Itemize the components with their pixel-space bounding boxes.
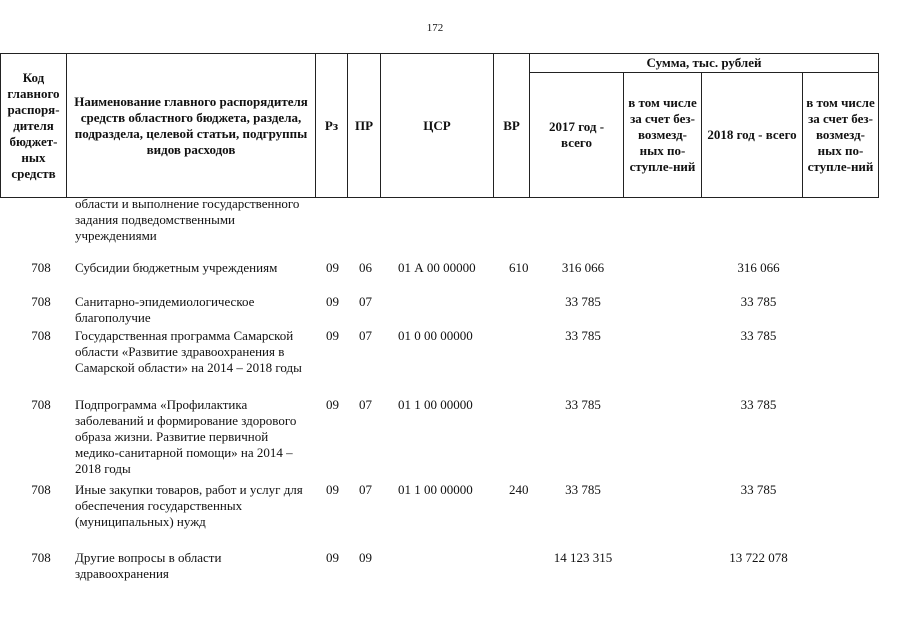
budget-table-body <box>0 196 878 586</box>
row-2017-total: 33 785 <box>565 294 601 309</box>
row-2017-total: 33 785 <box>565 482 601 497</box>
row-kod: 708 <box>31 550 51 565</box>
header-kod-line: распоря- <box>7 101 60 117</box>
row-2017-total: 14 123 315 <box>553 550 613 565</box>
header-kod-line: Код <box>22 69 45 85</box>
row-csr: 01 0 00 00000 <box>398 328 473 343</box>
row-csr: 01 1 00 00000 <box>398 397 473 412</box>
row-pr: 07 <box>359 397 372 412</box>
page-number: 172 <box>426 22 444 34</box>
header-kod-line: средств <box>11 165 56 181</box>
row-2018-total: 13 722 078 <box>729 550 788 565</box>
table-row <box>0 482 878 550</box>
row-kod: 708 <box>31 397 51 412</box>
header-csr: ЦСР <box>381 54 494 198</box>
table-row <box>0 550 878 586</box>
header-kod-line: бюджет- <box>9 133 58 149</box>
row-2018-total: 33 785 <box>740 294 777 309</box>
row-2017-total: 316 066 <box>561 260 605 275</box>
table-row <box>0 196 878 260</box>
row-kod: 708 <box>31 294 51 309</box>
row-2018-total: 33 785 <box>740 482 777 497</box>
row-2018-total: 33 785 <box>740 328 777 343</box>
row-2018-total: 316 066 <box>737 260 780 275</box>
table-row <box>0 397 878 482</box>
header-name: Наименование главного распорядителя средств областного бюджета, раздела, подраздела, целевой статьи, подгруппы видов расходов <box>67 54 316 198</box>
header-vr: ВР <box>494 54 530 198</box>
header-2018-total: 2018 год - всего <box>702 73 803 198</box>
row-name: Субсидии бюджетным учреждениям <box>75 260 278 275</box>
header-rz: Рз <box>316 54 348 198</box>
table-row <box>0 294 878 328</box>
row-pr: 06 <box>359 260 372 275</box>
header-pr: ПР <box>348 54 381 198</box>
row-pr: 07 <box>359 482 372 497</box>
header-kod <box>1 54 67 198</box>
row-name: Иные закупки товаров, работ и услуг для обеспечения государственных (муниципальных) нужд <box>75 482 303 529</box>
row-name: области и выполнение государственного задания подведомственными учреждениями <box>75 196 300 243</box>
header-2017-total: 2017 год - всего <box>530 73 624 198</box>
header-kod-line: дителя <box>13 117 54 133</box>
row-2017-total: 33 785 <box>565 397 601 412</box>
row-rz: 09 <box>326 482 339 497</box>
row-kod: 708 <box>31 328 51 343</box>
header-2017-gratuitous: в том числе за счет без-возмезд-ных по-ступле-ний <box>624 73 702 198</box>
table-row <box>0 260 878 294</box>
table-row <box>0 328 878 397</box>
row-rz: 09 <box>326 550 339 565</box>
row-rz: 09 <box>326 397 339 412</box>
row-vr: 240 <box>509 482 529 497</box>
row-kod: 708 <box>31 482 51 497</box>
row-vr: 610 <box>509 260 529 275</box>
row-2017-total: 33 785 <box>565 328 601 343</box>
budget-table-header <box>0 53 879 198</box>
header-sum-group: Сумма, тыс. рублей <box>530 54 879 73</box>
row-rz: 09 <box>326 328 339 343</box>
header-kod-line: главного <box>7 85 60 101</box>
row-csr: 01 А 00 00000 <box>398 260 476 275</box>
row-rz: 09 <box>326 294 339 309</box>
row-name: Государственная программа Самарской области «Развитие здравоохранения в Самарской области» на 2014 – 2018 годы <box>75 328 302 375</box>
header-kod-line: ных <box>21 149 46 165</box>
row-name: Подпрограмма «Профилактика заболеваний и формирование здорового образа жизни. Развитие первичной медико-санитарной помощи» на 2014 – 2018 годы <box>75 397 297 476</box>
header-2018-gratuitous: в том числе за счет без-возмезд-ных по-ступле-ний <box>803 73 879 198</box>
row-name: Другие вопросы в области здравоохранения <box>75 550 222 581</box>
row-2018-total: 33 785 <box>740 397 777 412</box>
row-csr: 01 1 00 00000 <box>398 482 473 497</box>
row-pr: 09 <box>359 550 372 565</box>
row-pr: 07 <box>359 328 372 343</box>
row-name: Санитарно-эпидемиологическое благополучие <box>75 294 255 325</box>
row-pr: 07 <box>359 294 372 309</box>
row-kod: 708 <box>31 260 51 275</box>
row-rz: 09 <box>326 260 339 275</box>
